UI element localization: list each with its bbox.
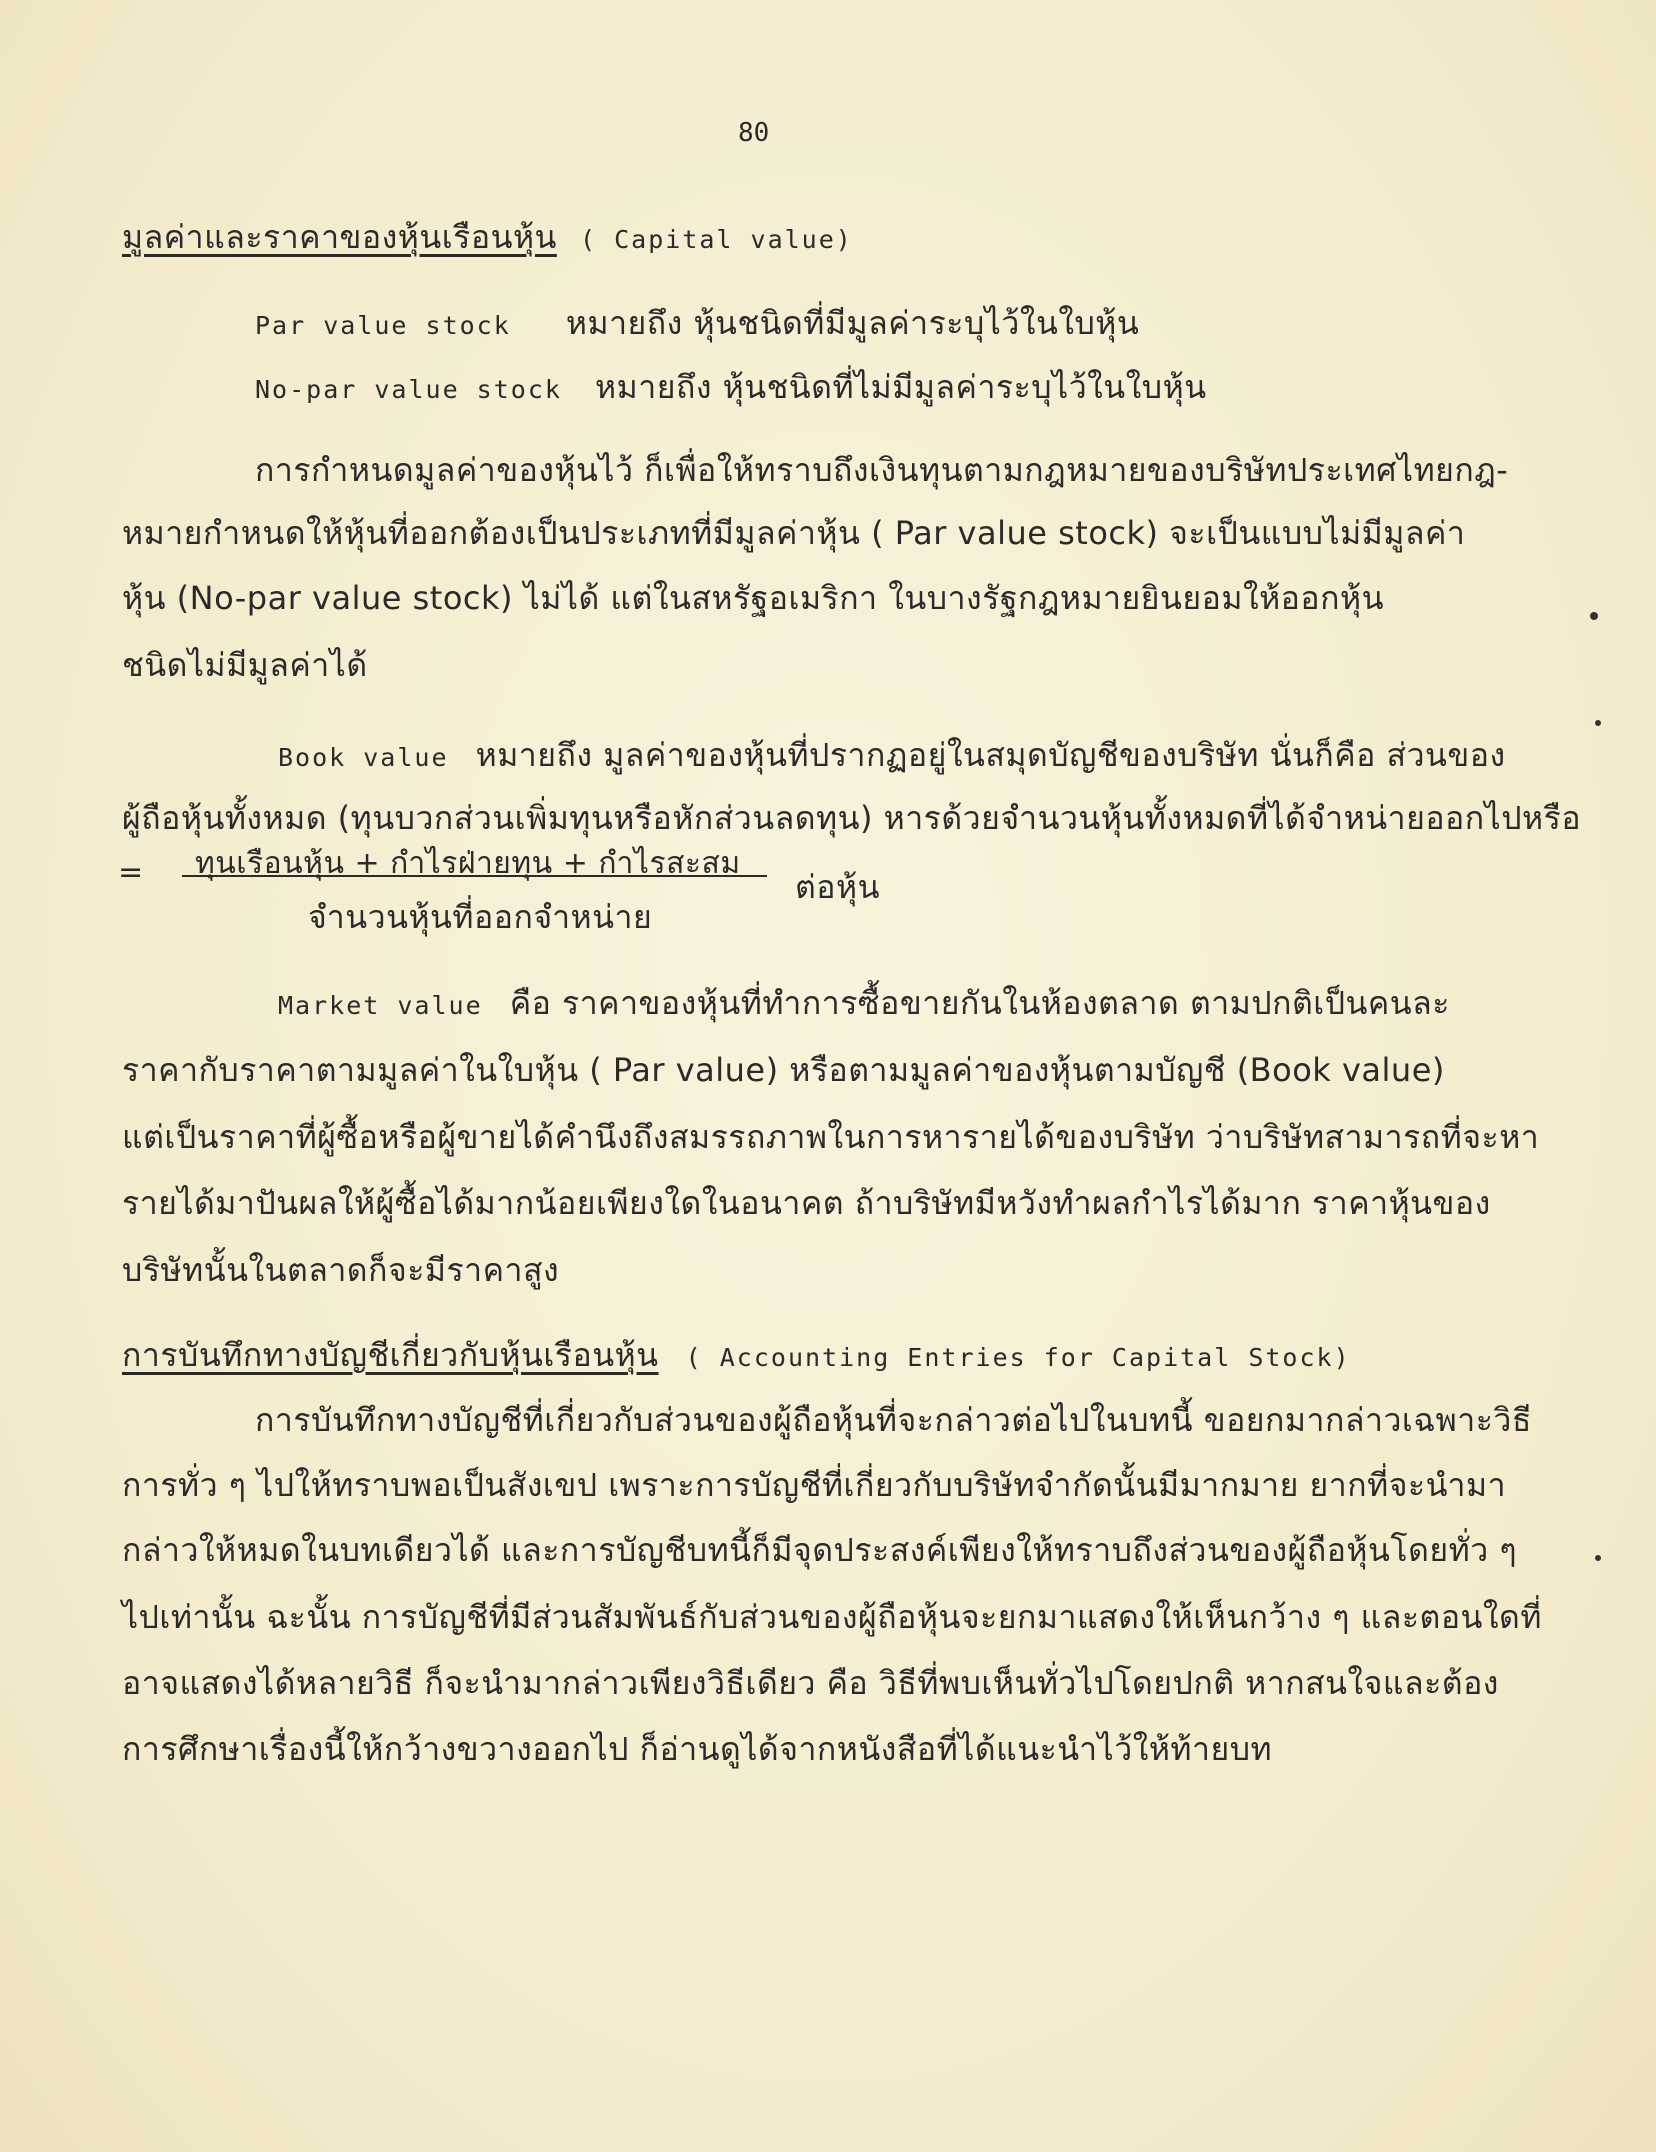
paragraph-line: อาจแสดงได้หลายวิธี ก็จะนำมากล่าวเพียงวิธีเดียว คือ วิธีที่พบเห็นทั่วไปโดยปกติ หากสนใจและต้อง bbox=[122, 1664, 1499, 1702]
paragraph-line: บริษัทนั้นในตลาดก็จะมีราคาสูง bbox=[122, 1251, 560, 1289]
formula-equals: = bbox=[118, 855, 144, 890]
par-value-definition bbox=[255, 298, 1139, 349]
paragraph-line: ผู้ถือหุ้นทั้งหมด (ทุนบวกส่วนเพิ่มทุนหรือหักส่วนลดทุน) หารด้วยจำนวนหุ้นทั้งหมดที่ได้จำหน่ายออกไปหรือ bbox=[122, 799, 1582, 837]
no-par-value-label: No-par value stock bbox=[255, 375, 562, 404]
section1-heading-thai: มูลค่าและราคาของหุ้นเรือนหุ้น bbox=[122, 218, 557, 256]
paragraph-line: กล่าวให้หมดในบทเดียวได้ และการบัญชีบทนี้ก็มีจุดประสงค์เพียงให้ทราบถึงส่วนของผู้ถือหุ้นโดยทั่ว ๆ bbox=[122, 1531, 1518, 1569]
paragraph-line: การบันทึกทางบัญชีที่เกี่ยวกับส่วนของผู้ถือหุ้นที่จะกล่าวต่อไปในบทนี้ ขอยกมากล่าวเฉพาะวิธี bbox=[255, 1401, 1532, 1439]
no-par-value-definition bbox=[255, 362, 1207, 413]
section2-heading-en: ( Accounting Entries for Capital Stock) bbox=[685, 1343, 1351, 1372]
section1-heading bbox=[122, 212, 853, 263]
market-value-definition bbox=[278, 978, 1450, 1029]
paragraph-line: ชนิดไม่มีมูลค่าได้ bbox=[122, 646, 368, 684]
market-value-text: คือ ราคาของหุ้นที่ทำการซื้อขายกันในห้องตลาด ตามปกติเป็นคนละ bbox=[509, 984, 1450, 1022]
scan-speck bbox=[1595, 1555, 1601, 1561]
book-value-label: Book value bbox=[278, 743, 449, 772]
formula-numerator: ทุนเรือนหุ้น + กำไรฝ่ายทุน + กำไรสะสม bbox=[195, 846, 741, 881]
paragraph-line: แต่เป็นราคาที่ผู้ซื้อหรือผู้ขายได้คำนึงถึงสมรรถภาพในการหารายได้ของบริษัท ว่าบริษัทสามารถที่จะหา bbox=[122, 1118, 1540, 1156]
formula-fraction-bar bbox=[182, 875, 767, 877]
no-par-value-text: หมายถึง หุ้นชนิดที่ไม่มีมูลค่าระบุไว้ในใบหุ้น bbox=[595, 368, 1207, 406]
par-value-label: Par value stock bbox=[255, 311, 511, 340]
page-number: 80 bbox=[738, 118, 770, 148]
paragraph-line: การทั่ว ๆ ไปให้ทราบพอเป็นสังเขป เพราะการบัญชีที่เกี่ยวกับบริษัทจำกัดนั้นมีมากมาย ยากที่จะนำมา bbox=[122, 1466, 1507, 1504]
par-value-text: หมายถึง หุ้นชนิดที่มีมูลค่าระบุไว้ในใบหุ้น bbox=[565, 304, 1140, 342]
formula-denominator: จำนวนหุ้นที่ออกจำหน่าย bbox=[308, 898, 653, 936]
paragraph-line: การศึกษาเรื่องนี้ให้กว้างขวางออกไป ก็อ่านดูได้จากหนังสือที่ได้แนะนำไว้ให้ท้ายบท bbox=[122, 1730, 1273, 1768]
section1-heading-en: ( Capital value) bbox=[580, 225, 853, 254]
market-value-label: Market value bbox=[278, 991, 483, 1020]
scan-speck bbox=[1590, 612, 1598, 620]
paragraph-line: รายได้มาปันผลให้ผู้ซื้อได้มากน้อยเพียงใดในอนาคต ถ้าบริษัทมีหวังทำผลกำไรได้มาก ราคาหุ้นของ bbox=[122, 1184, 1491, 1222]
book-value-text: หมายถึง มูลค่าของหุ้นที่ปรากฏอยู่ในสมุดบัญชีของบริษัท นั่นก็คือ ส่วนของ bbox=[475, 736, 1506, 774]
book-value-definition bbox=[278, 730, 1506, 781]
section2-heading bbox=[122, 1330, 1351, 1381]
paragraph-line: การกำหนดมูลค่าของหุ้นไว้ ก็เพื่อให้ทราบถึงเงินทุนตามกฎหมายของบริษัทประเทศไทยกฎ- bbox=[255, 451, 1509, 489]
paragraph-line: ไปเท่านั้น ฉะนั้น การบัญชีที่มีส่วนสัมพันธ์กับส่วนของผู้ถือหุ้นจะยกมาแสดงให้เห็นกว้าง ๆ และตอนใดที่ bbox=[122, 1598, 1542, 1636]
formula-suffix: ต่อหุ้น bbox=[795, 868, 880, 906]
paragraph-line: หมายกำหนดให้หุ้นที่ออกต้องเป็นประเภทที่มีมูลค่าหุ้น ( Par value stock) จะเป็นแบบไม่มีมูลค่า bbox=[122, 514, 1466, 552]
paragraph-line: ราคากับราคาตามมูลค่าในใบหุ้น ( Par value) หรือตามมูลค่าของหุ้นตามบัญชี (Book value) bbox=[122, 1051, 1445, 1089]
paragraph-line: หุ้น (No-par value stock) ไม่ได้ แต่ในสหรัฐอเมริกา ในบางรัฐกฎหมายยินยอมให้ออกหุ้น bbox=[122, 579, 1384, 617]
section2-heading-thai: การบันทึกทางบัญชีเกี่ยวกับหุ้นเรือนหุ้น bbox=[122, 1336, 659, 1374]
scan-speck bbox=[1595, 720, 1601, 726]
